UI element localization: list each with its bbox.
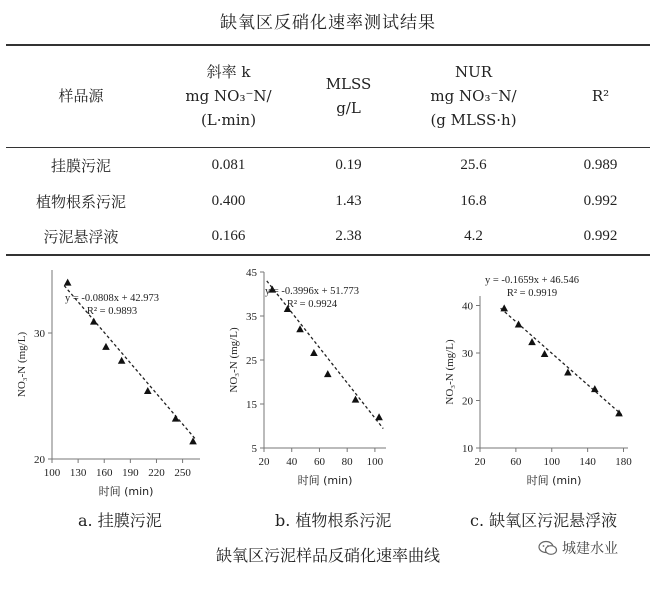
trend-r2: R² = 0.9924 xyxy=(286,299,338,310)
chart-panel-a xyxy=(0,262,220,506)
cell-r2: 0.992 xyxy=(551,219,650,255)
y-axis-title: NO₃-N (mg/L) xyxy=(444,339,456,405)
chart-caption-c: c. 缺氧区污泥悬浮液 xyxy=(470,511,618,530)
trend-r2: R² = 0.9919 xyxy=(506,288,558,299)
cell-nur: 4.2 xyxy=(396,219,551,255)
cell-sample: 挂膜污泥 xyxy=(50,156,111,175)
watermark xyxy=(538,538,618,558)
trend-r2: R² = 0.9893 xyxy=(86,306,138,317)
data-point xyxy=(189,437,197,444)
header-slope-k xyxy=(156,45,301,147)
data-point xyxy=(90,318,98,325)
cell-sample: 污泥悬浮液 xyxy=(6,219,156,255)
chart-panels xyxy=(0,262,656,530)
x-tick-label: 20 xyxy=(258,456,270,468)
header-r2 xyxy=(551,45,650,147)
cell-nur: 25.6 xyxy=(460,156,487,173)
y-tick-label: 20 xyxy=(462,395,473,408)
header-text: 样品源 xyxy=(58,87,104,106)
watermark-text: 城建水业 xyxy=(562,541,618,557)
cell-mlss: 2.38 xyxy=(301,219,396,255)
cell-mlss: 0.19 xyxy=(335,156,362,173)
cell-slope: 0.166 xyxy=(156,219,301,255)
y-tick-label: 30 xyxy=(34,328,45,340)
y-tick-label: 20 xyxy=(34,454,45,466)
header-text: (g MLSS·h) xyxy=(430,111,517,130)
data-point xyxy=(118,357,126,364)
data-point xyxy=(324,370,332,377)
header-text: 斜率 k xyxy=(206,63,251,82)
cell-nur: 16.8 xyxy=(460,192,487,209)
table-row xyxy=(6,147,650,183)
chart-panel-b xyxy=(218,262,438,506)
y-axis-title: NO₃-N (mg/L) xyxy=(228,327,240,393)
header-text: mg NO₃⁻N/ xyxy=(430,87,517,106)
chart-panel-c xyxy=(436,262,656,506)
header-text: mg NO₃⁻N/ xyxy=(185,87,272,106)
data-point xyxy=(528,338,536,345)
y-tick-label: 35 xyxy=(246,311,257,323)
data-point xyxy=(310,349,318,356)
header-sample-source xyxy=(6,45,156,147)
x-tick-label: 160 xyxy=(95,467,113,479)
y-tick-label: 40 xyxy=(462,300,473,313)
x-tick-label: 100 xyxy=(43,467,61,479)
header-text: MLSS xyxy=(325,75,372,94)
header-text: R² xyxy=(591,87,610,106)
y-tick-label: 30 xyxy=(462,348,473,360)
trend-equation: y = -0.3996x + 51.773 xyxy=(264,286,360,297)
chart-b-svg xyxy=(218,262,438,502)
chart-caption-a: a. 挂膜污泥 xyxy=(78,511,162,530)
x-tick-label: 100 xyxy=(366,456,384,468)
header-text: NUR xyxy=(454,63,493,82)
x-axis-title: 时间 (min) xyxy=(297,474,353,487)
cell-slope: 0.081 xyxy=(211,156,246,173)
x-tick-label: 250 xyxy=(174,467,191,479)
table-header-row xyxy=(6,45,650,147)
x-tick-label: 60 xyxy=(313,456,325,468)
x-axis-title: 时间 (min) xyxy=(98,485,154,498)
table-row xyxy=(6,183,650,219)
table-row xyxy=(6,219,650,255)
y-tick-label: 5 xyxy=(251,443,257,455)
data-point xyxy=(102,343,110,350)
header-text: (L·min) xyxy=(200,111,257,130)
x-tick-label: 220 xyxy=(148,467,165,479)
data-point xyxy=(515,321,523,328)
y-tick-label: 10 xyxy=(462,443,473,455)
cell-r2: 0.989 xyxy=(583,156,618,173)
header-mlss xyxy=(301,45,396,147)
y-tick-label: 15 xyxy=(246,399,257,411)
y-tick-label: 25 xyxy=(246,355,257,367)
cell-r2: 0.992 xyxy=(583,192,618,209)
x-tick-label: 190 xyxy=(122,467,139,479)
data-point xyxy=(352,396,360,403)
data-point xyxy=(500,304,508,311)
wechat-icon xyxy=(538,540,558,556)
data-point xyxy=(172,415,180,422)
x-tick-label: 100 xyxy=(543,456,561,468)
x-tick-label: 130 xyxy=(69,467,87,479)
x-tick-label: 140 xyxy=(579,456,596,468)
x-tick-label: 180 xyxy=(615,456,632,468)
figure-title: 缺氧区污泥样品反硝化速率曲线 xyxy=(215,546,440,565)
x-axis-title: 时间 (min) xyxy=(526,474,582,487)
page-title: 缺氧区反硝化速率测试结果 xyxy=(220,13,436,33)
chart-c-svg xyxy=(436,262,656,502)
header-nur xyxy=(396,45,551,147)
x-tick-label: 60 xyxy=(510,456,522,468)
cell-mlss: 1.43 xyxy=(335,192,362,209)
results-table xyxy=(6,44,650,256)
data-point xyxy=(64,279,72,286)
data-point xyxy=(144,387,152,394)
header-text: g/L xyxy=(336,99,361,118)
data-point xyxy=(564,368,572,375)
y-tick-label: 45 xyxy=(246,267,257,279)
data-point xyxy=(375,413,383,420)
trend-equation: y = -0.0808x + 42.973 xyxy=(64,293,160,304)
cell-sample: 植物根系污泥 xyxy=(35,192,126,211)
chart-a-svg xyxy=(0,262,220,502)
cell-slope: 0.400 xyxy=(211,192,246,209)
x-tick-label: 40 xyxy=(286,456,298,468)
y-axis-title: NO₃-N (mg/L) xyxy=(16,331,28,398)
data-point xyxy=(541,350,549,357)
x-tick-label: 20 xyxy=(474,456,486,468)
trend-equation: y = -0.1659x + 46.546 xyxy=(484,275,580,286)
x-tick-label: 80 xyxy=(341,456,353,468)
chart-caption-b: b. 植物根系污泥 xyxy=(275,511,392,530)
